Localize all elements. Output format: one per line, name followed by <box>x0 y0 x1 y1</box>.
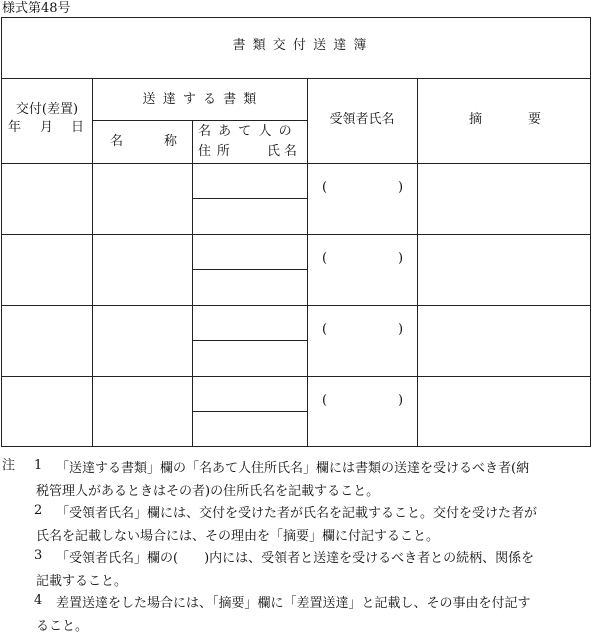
header-doc-name-1: 名 <box>110 134 123 150</box>
header-remarks-2: 要 <box>528 112 541 128</box>
table-title: 書類交付送達簿 <box>232 38 373 54</box>
note-3 <box>0 548 592 593</box>
col-divider-addressee <box>307 78 308 447</box>
note-4-number: 4 <box>34 593 42 609</box>
notes-section <box>0 458 592 638</box>
note-1-line-1: 「送達する書類」欄の「名あて人住所氏名」欄には書類の送達を受けるべき者(納 <box>0 458 592 481</box>
receiver-paren-close-1: ) <box>398 180 403 195</box>
receiver-paren-open-3: ( <box>322 322 327 337</box>
header-docs-group: 送達する書類 <box>143 92 264 108</box>
note-2-line-2: 氏名を記載しない場合には、その理由を「摘要」欄に付記すること。 <box>0 526 592 549</box>
receiver-paren-close-4: ) <box>398 393 403 408</box>
note-2-number: 2 <box>34 503 42 519</box>
header-date-year: 年 <box>8 120 21 136</box>
addressee-split-3 <box>192 340 307 341</box>
note-3-number: 3 <box>34 548 42 564</box>
note-1 <box>0 458 592 503</box>
row-divider-3 <box>1 376 591 377</box>
register-table <box>1 17 591 447</box>
docs-subheader-divider <box>92 120 307 121</box>
note-4-line-1: 差置送達をした場合には、「摘要」欄に「差置送達」と記載し、その事由を付記す <box>0 593 592 616</box>
addressee-split-4 <box>192 411 307 412</box>
note-2-line-1: 「受領者氏名」欄には、交付を受けた者が氏名を記載すること。交付を受けた者が <box>0 503 592 526</box>
header-date-day: 日 <box>71 120 84 136</box>
receiver-paren-close-2: ) <box>398 251 403 266</box>
header-receiver-name: 受領者氏名 <box>329 112 394 128</box>
header-doc-name-2: 称 <box>164 134 177 150</box>
receiver-paren-open-2: ( <box>322 251 327 266</box>
row-divider-1 <box>1 234 591 235</box>
header-date-line1: 交付(差置) <box>16 102 78 118</box>
title-divider-right <box>307 78 591 79</box>
note-2 <box>0 503 592 548</box>
header-addressee-address: 住所 <box>198 144 236 160</box>
col-divider-receiver <box>417 78 418 447</box>
note-1-number: 1 <box>34 458 42 474</box>
addressee-split-2 <box>192 269 307 270</box>
header-date-month: 月 <box>40 120 53 136</box>
note-4-line-2: ること。 <box>0 616 592 638</box>
header-addressee-line1: 名あて人の <box>198 124 299 140</box>
note-3-line-1: 「受領者氏名」欄の( )内には、受領者と送達を受けるべき者との続柄、関係を <box>0 548 592 571</box>
header-addressee-name: 氏名 <box>267 144 301 160</box>
note-4 <box>0 593 592 638</box>
header-remarks-1: 摘 <box>469 112 482 128</box>
col-divider-docname <box>192 120 193 447</box>
col-divider-date <box>92 78 93 447</box>
receiver-paren-close-3: ) <box>398 322 403 337</box>
receiver-paren-open-4: ( <box>322 393 327 408</box>
note-1-line-2: 税管理人があるときはその者)の住所氏名を記載すること。 <box>0 481 592 504</box>
note-3-line-2: 記載すること。 <box>0 571 592 594</box>
addressee-split-1 <box>192 198 307 199</box>
form-number-label: 様式第48号 <box>2 1 71 17</box>
notes-prefix: 注 <box>2 458 15 474</box>
header-bottom-divider <box>1 163 591 164</box>
receiver-paren-open-1: ( <box>322 180 327 195</box>
row-divider-2 <box>1 305 591 306</box>
